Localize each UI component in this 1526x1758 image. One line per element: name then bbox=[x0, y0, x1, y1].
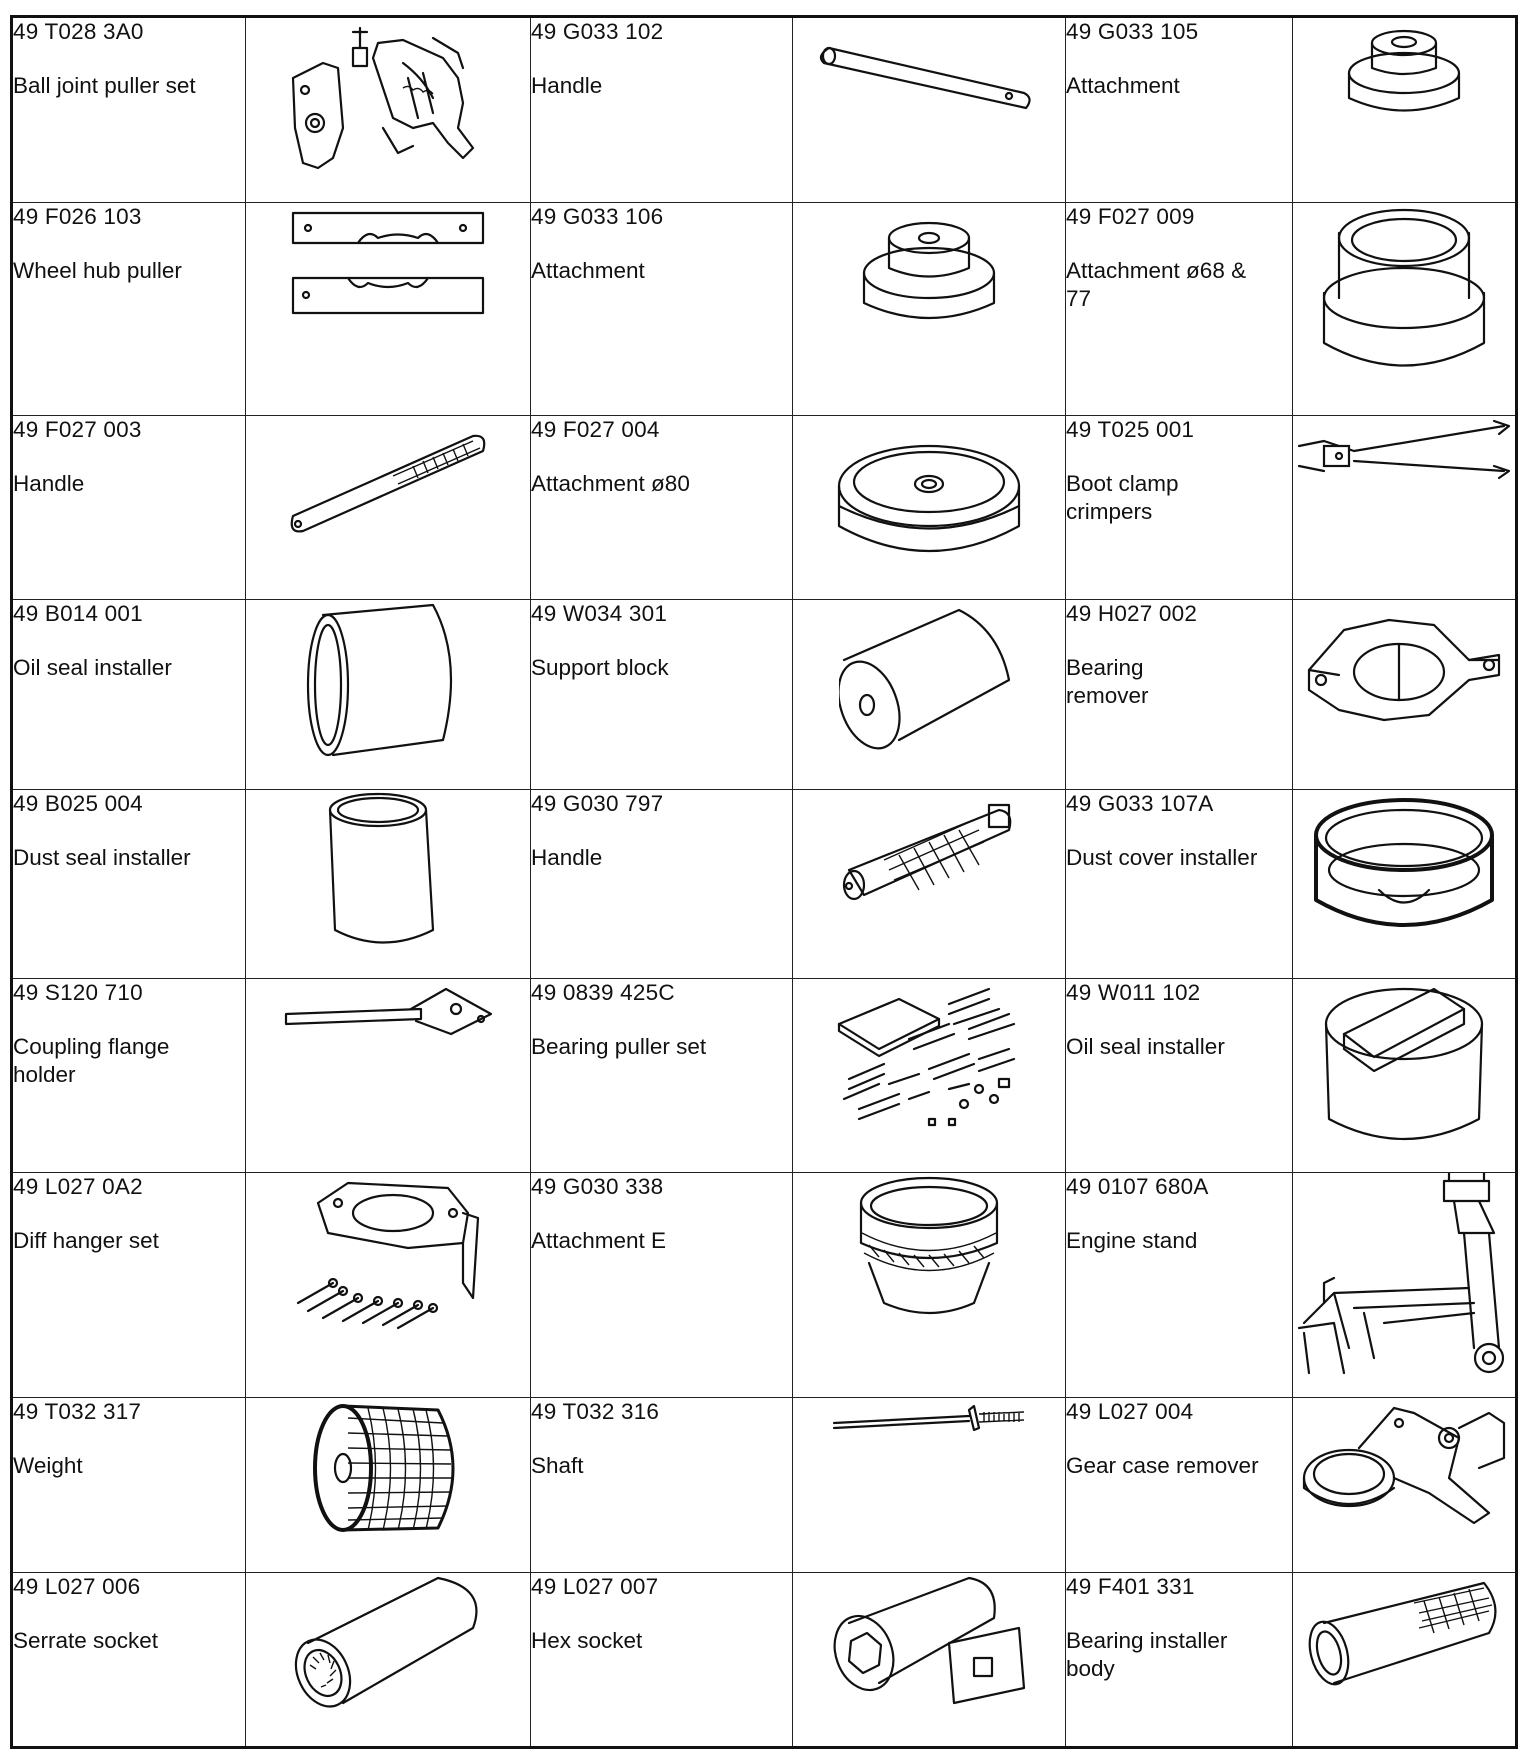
tube-installer-icon bbox=[246, 790, 531, 979]
tool-name: Bearing installer bbox=[1066, 1628, 1228, 1653]
tool-info-cell bbox=[12, 600, 246, 790]
hex-socket-icon bbox=[793, 1573, 1066, 1748]
tool-info-cell bbox=[531, 416, 793, 600]
tool-name: Bearing puller set bbox=[531, 1034, 707, 1059]
part-number: 49 L027 0A2 bbox=[13, 1174, 143, 1199]
tool-name: Diff hanger set bbox=[13, 1228, 159, 1253]
tool-name: Attachment bbox=[531, 258, 645, 283]
tool-info-cell bbox=[1066, 416, 1293, 600]
tool-info-cell bbox=[12, 203, 246, 416]
tool-info-cell bbox=[1066, 790, 1293, 979]
disc-attachment-icon bbox=[793, 416, 1066, 600]
tool-name: Oil seal installer bbox=[1066, 1034, 1225, 1059]
part-number: 49 0107 680A bbox=[1066, 1174, 1209, 1199]
tool-row bbox=[12, 17, 1517, 203]
special-tools-table bbox=[10, 15, 1518, 1749]
tool-info-cell bbox=[531, 17, 793, 203]
tool-name: Weight bbox=[13, 1453, 83, 1478]
part-number: 49 H027 002 bbox=[1066, 601, 1198, 626]
tool-name: remover bbox=[1066, 683, 1149, 708]
tool-info-cell bbox=[531, 1573, 793, 1748]
part-number: 49 F401 331 bbox=[1066, 1574, 1195, 1599]
tool-row bbox=[12, 1173, 1517, 1398]
tool-name: Wheel hub puller bbox=[13, 258, 182, 283]
tool-info-cell bbox=[1066, 600, 1293, 790]
part-number: 49 G033 105 bbox=[1066, 19, 1199, 44]
part-number: 49 F027 003 bbox=[13, 417, 142, 442]
part-number: 49 T032 316 bbox=[531, 1399, 660, 1424]
part-number: 49 W034 301 bbox=[531, 601, 668, 626]
tool-row bbox=[12, 203, 1517, 416]
tool-name: holder bbox=[13, 1062, 76, 1087]
knurled-grip-handle-icon bbox=[793, 790, 1066, 979]
flange-holder-icon bbox=[246, 979, 531, 1173]
ball-joint-puller-set-icon bbox=[246, 17, 531, 203]
handle-rod-icon bbox=[793, 17, 1066, 203]
tool-info-cell bbox=[531, 203, 793, 416]
tool-info-cell bbox=[531, 1173, 793, 1398]
tool-name: Dust cover installer bbox=[1066, 845, 1258, 870]
tool-info-cell bbox=[1066, 203, 1293, 416]
tool-info-cell bbox=[12, 17, 246, 203]
puller-set-parts-icon bbox=[793, 979, 1066, 1173]
part-number: 49 B025 004 bbox=[13, 791, 143, 816]
tool-name: 77 bbox=[1066, 286, 1092, 311]
tool-row bbox=[12, 1573, 1517, 1748]
tool-row bbox=[12, 790, 1517, 979]
tool-row bbox=[12, 600, 1517, 790]
part-number: 49 T032 317 bbox=[13, 1399, 142, 1424]
tool-row bbox=[12, 979, 1517, 1173]
tool-info-cell bbox=[531, 1398, 793, 1573]
tool-name: Engine stand bbox=[1066, 1228, 1198, 1253]
part-number: 49 B014 001 bbox=[13, 601, 143, 626]
tool-name: Handle bbox=[531, 73, 603, 98]
tool-name: Handle bbox=[531, 845, 603, 870]
tool-info-cell bbox=[12, 1573, 246, 1748]
tool-row bbox=[12, 1398, 1517, 1573]
support-block-icon bbox=[793, 600, 1066, 790]
cup-attachment-icon bbox=[1293, 203, 1517, 416]
engine-stand-icon bbox=[1293, 1173, 1517, 1398]
installer-body-icon bbox=[1293, 1573, 1517, 1748]
ring-installer-icon bbox=[1293, 790, 1517, 979]
tool-info-cell bbox=[1066, 1173, 1293, 1398]
knurled-ring-icon bbox=[793, 1173, 1066, 1398]
part-number: 49 L027 004 bbox=[1066, 1399, 1194, 1424]
hanger-bracket-set-icon bbox=[246, 1173, 531, 1398]
tool-name: Attachment E bbox=[531, 1228, 667, 1253]
tool-name: Attachment bbox=[1066, 73, 1180, 98]
part-number: 49 L027 007 bbox=[531, 1574, 659, 1599]
tool-info-cell bbox=[1066, 1573, 1293, 1748]
tool-name: Oil seal installer bbox=[13, 655, 172, 680]
tool-info-cell bbox=[1066, 17, 1293, 203]
part-number: 49 W011 102 bbox=[1066, 980, 1201, 1005]
part-number: 49 G030 797 bbox=[531, 791, 664, 816]
tool-name: Hex socket bbox=[531, 1628, 643, 1653]
tool-name: Gear case remover bbox=[1066, 1453, 1259, 1478]
crimping-pliers-icon bbox=[1293, 416, 1517, 600]
tool-name: crimpers bbox=[1066, 499, 1153, 524]
tool-info-cell bbox=[531, 979, 793, 1173]
tool-info-cell bbox=[12, 1173, 246, 1398]
tool-name: Handle bbox=[13, 471, 85, 496]
tool-name: body bbox=[1066, 1656, 1115, 1681]
tool-info-cell bbox=[12, 790, 246, 979]
tool-info-cell bbox=[12, 979, 246, 1173]
part-number: 49 T025 001 bbox=[1066, 417, 1195, 442]
tool-name: Dust seal installer bbox=[13, 845, 191, 870]
tool-info-cell bbox=[531, 790, 793, 979]
cylinder-installer-icon bbox=[246, 600, 531, 790]
part-number: 49 F027 004 bbox=[531, 417, 660, 442]
stepped-attachment-small-icon bbox=[793, 203, 1066, 416]
tool-info-cell bbox=[1066, 1398, 1293, 1573]
tool-name: Ball joint puller set bbox=[13, 73, 196, 98]
tool-name: Serrate socket bbox=[13, 1628, 159, 1653]
wheel-hub-puller-icon bbox=[246, 203, 531, 416]
part-number: 49 G030 338 bbox=[531, 1174, 664, 1199]
tool-row bbox=[12, 416, 1517, 600]
tool-name: Support block bbox=[531, 655, 669, 680]
tool-name: Boot clamp bbox=[1066, 471, 1179, 496]
knurled-handle-icon bbox=[246, 416, 531, 600]
weight-cylinder-icon bbox=[246, 1398, 531, 1573]
part-number: 49 G033 102 bbox=[531, 19, 664, 44]
gear-case-remover-icon bbox=[1293, 1398, 1517, 1573]
part-number: 49 S120 710 bbox=[13, 980, 143, 1005]
tool-info-cell bbox=[12, 416, 246, 600]
part-number: 49 G033 107A bbox=[1066, 791, 1214, 816]
block-installer-icon bbox=[1293, 979, 1517, 1173]
tool-name: Attachment ø80 bbox=[531, 471, 690, 496]
tool-name: Coupling flange bbox=[13, 1034, 170, 1059]
thin-shaft-icon bbox=[793, 1398, 1066, 1573]
tool-name: Shaft bbox=[531, 1453, 584, 1478]
tool-info-cell bbox=[531, 600, 793, 790]
tool-info-cell bbox=[1066, 979, 1293, 1173]
part-number: 49 0839 425C bbox=[531, 980, 675, 1005]
stepped-attachment-icon bbox=[1293, 17, 1517, 203]
serrated-socket-icon bbox=[246, 1573, 531, 1748]
part-number: 49 F026 103 bbox=[13, 204, 142, 229]
tool-info-cell bbox=[12, 1398, 246, 1573]
part-number: 49 L027 006 bbox=[13, 1574, 141, 1599]
part-number: 49 G033 106 bbox=[531, 204, 664, 229]
tool-name: Bearing bbox=[1066, 655, 1144, 680]
bearing-remover-clamp-icon bbox=[1293, 600, 1517, 790]
part-number: 49 F027 009 bbox=[1066, 204, 1195, 229]
part-number: 49 T028 3A0 bbox=[13, 19, 144, 44]
tool-name: Attachment ø68 & bbox=[1066, 258, 1247, 283]
